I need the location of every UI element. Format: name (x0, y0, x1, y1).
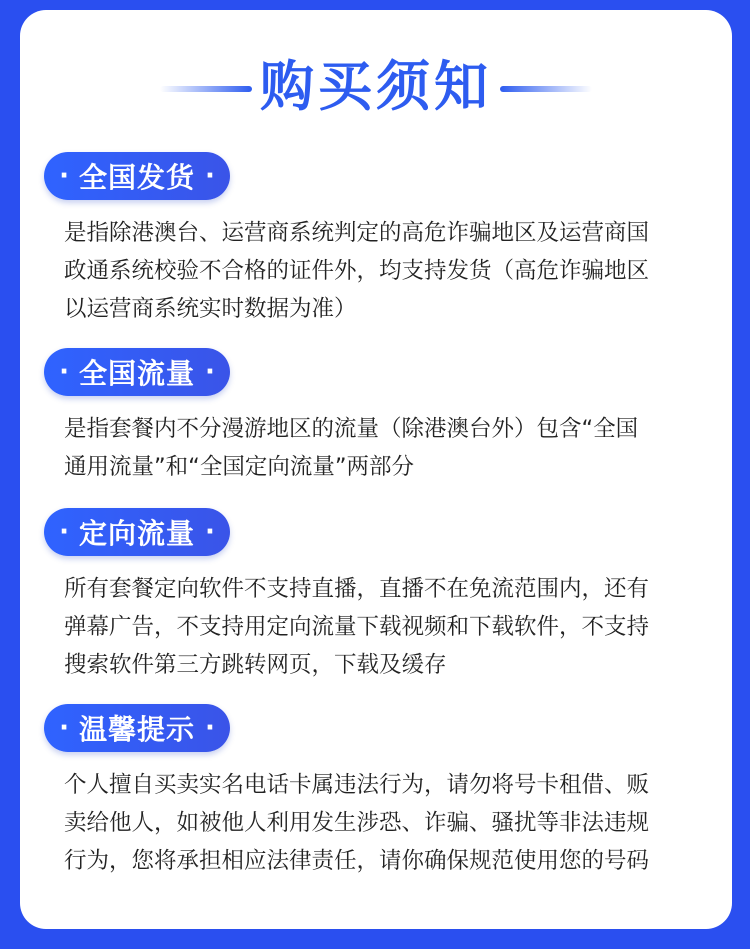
bullet-dot: · (59, 161, 69, 191)
section-tag-nationwide-shipping (44, 152, 230, 200)
description-line: 卖给他人，如被他人利用发生涉恐、诈骗、骚扰等非法违规 (64, 810, 650, 836)
description-line: 通用流量”和“全国定向流量”两部分 (64, 454, 414, 480)
section-tag-targeted-data (44, 508, 230, 556)
description-line: 政通系统校验不合格的证件外，均支持发货（高危诈骗地区 (64, 258, 650, 284)
title-row (20, 52, 732, 122)
section-description (64, 766, 704, 880)
description-line: 所有套餐定向软件不支持直播，直播不在免流范围内，还有 (64, 576, 650, 602)
bullet-dot: · (205, 357, 215, 387)
description-line: 搜索软件第三方跳转网页，下载及缓存 (64, 652, 447, 678)
description-line: 以运营商系统实时数据为准） (64, 296, 357, 322)
section-tag-label: 全国流量 (78, 357, 195, 390)
section-description (64, 214, 704, 328)
section-tag-label: 定向流量 (78, 517, 195, 550)
bullet-dot: · (59, 713, 69, 743)
bullet-dot: · (205, 517, 215, 547)
section-description (64, 570, 704, 684)
section-tag-reminder (44, 704, 230, 752)
page-title: 购买须知 (260, 55, 492, 118)
bullet-dot: · (59, 357, 69, 387)
bullet-dot: · (205, 713, 215, 743)
section-tag-label: 全国发货 (78, 161, 195, 194)
description-line: 是指除港澳台、运营商系统判定的高危诈骗地区及运营商国 (64, 220, 650, 246)
section-tag-label: 温馨提示 (78, 713, 195, 746)
section-description (64, 410, 704, 486)
notice-card (20, 10, 732, 929)
section-tag-nationwide-data (44, 348, 230, 396)
description-line: 个人擅自买卖实名电话卡属违法行为，请勿将号卡租借、贩 (64, 772, 650, 798)
title-decor-right (500, 86, 592, 92)
bullet-dot: · (59, 517, 69, 547)
bullet-dot: · (205, 161, 215, 191)
description-line: 是指套餐内不分漫游地区的流量（除港澳台外）包含“全国 (64, 416, 639, 442)
description-line: 行为，您将承担相应法律责任，请你确保规范使用您的号码 (64, 848, 650, 874)
description-line: 弹幕广告，不支持用定向流量下载视频和下载软件，不支持 (64, 614, 650, 640)
